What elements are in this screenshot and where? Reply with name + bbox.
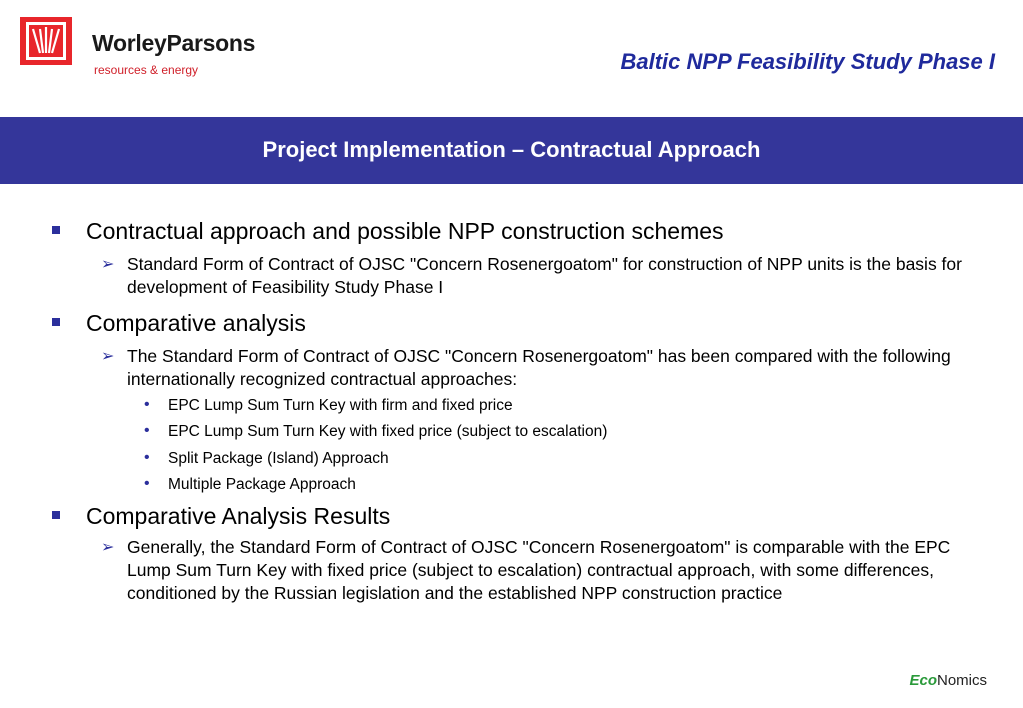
sub-bullet-text: Standard Form of Contract of OJSC "Concern Rosenergoatom" for construction of NPP units is the basis for development of Feasibility Study Phase I [127, 254, 962, 297]
arrow-bullet-icon: ➢ [101, 539, 115, 556]
logo-nomics-part: Nomics [936, 672, 987, 689]
list-item-text: Multiple Package Approach [168, 476, 356, 493]
square-bullet-icon [52, 318, 60, 326]
dot-bullet-icon: • [144, 449, 150, 466]
brand-tagline: resources & energy [94, 63, 199, 77]
list-item-text: Split Package (Island) Approach [168, 450, 389, 467]
document-title: Baltic NPP Feasibility Study Phase I [620, 49, 995, 74]
list-item-text: EPC Lump Sum Turn Key with fixed price (subject to escalation) [168, 423, 608, 440]
list-item-text: EPC Lump Sum Turn Key with firm and fixed price [168, 397, 513, 414]
sub-bullet-text: The Standard Form of Contract of OJSC "Concern Rosenergoatom" has been compared with the following internationally recognized contractual approaches: [127, 346, 951, 389]
dot-bullet-icon: • [144, 475, 150, 492]
economics-logo [909, 672, 987, 689]
arrow-bullet-icon: ➢ [101, 256, 115, 273]
worleyparsons-logo-icon [20, 17, 72, 65]
brand-name: WorleyParsons [92, 30, 256, 56]
square-bullet-icon [52, 226, 60, 234]
bullet-text: Comparative Analysis Results [86, 503, 391, 529]
logo-eco-part: Eco [909, 672, 937, 689]
dot-bullet-icon: • [144, 422, 150, 439]
bullet-text: Contractual approach and possible NPP construction schemes [86, 218, 724, 244]
square-bullet-icon [52, 511, 60, 519]
sub-bullet-text: Generally, the Standard Form of Contract of OJSC "Concern Rosenergoatom" is comparable with the EPC Lump Sum Turn Key with fixed price (subject to escalation) contractual approach, with some differences, conditioned by the Russian legislation and the established NPP construction practice [127, 537, 951, 603]
bullet-text: Comparative analysis [86, 310, 306, 336]
slide-title: Project Implementation – Contractual Approach [262, 137, 761, 162]
arrow-bullet-icon: ➢ [101, 348, 115, 365]
dot-bullet-icon: • [144, 396, 150, 413]
